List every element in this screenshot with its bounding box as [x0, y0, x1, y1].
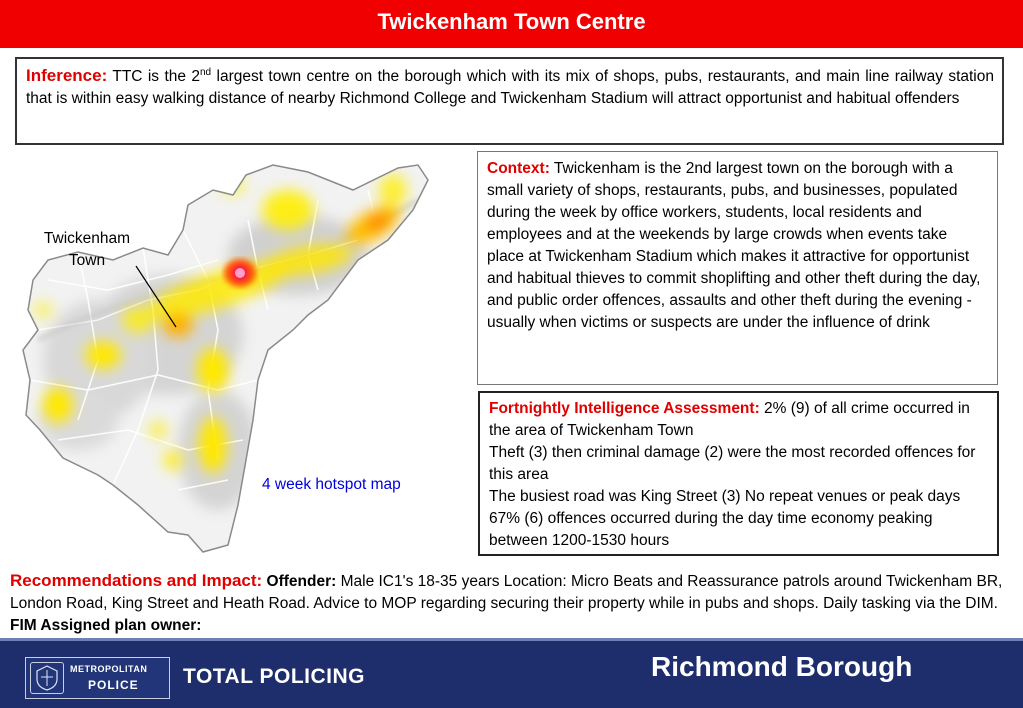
fia-line3: The busiest road was King Street (3) No repeat venues or peak days 67% (6) offences occurred during the day time economy peaking between 1200-1530 hours [489, 488, 961, 549]
logo-text-line1: METROPOLITAN [70, 664, 148, 674]
map-location-label-line2: Town [68, 252, 106, 269]
hotspot-map-image [18, 160, 473, 555]
inference-label: Inference: [26, 66, 108, 85]
map-location-label-line1: Twickenham [43, 230, 131, 247]
borough-name: Richmond Borough [651, 651, 913, 682]
hotspot-map [18, 160, 473, 555]
recommendations-text: Male IC1's 18-35 years Location: Micro Beats and Reassurance patrols around Twickenham BR, London Road, King Street and Heath Road. Advice to MOP regarding securing their property while in pubs and shops. Daily tasking via the DIM. [10, 573, 1003, 612]
inference-superscript: nd [200, 66, 212, 78]
footer-stripe [0, 638, 1023, 641]
logo-text-line2: POLICE [88, 678, 139, 692]
fia-label: Fortnightly Intelligence Assessment: [489, 400, 760, 417]
recommendations-label: Recommendations and Impact: [10, 571, 263, 590]
map-caption: 4 week hotspot map [262, 476, 401, 493]
inference-text-after: largest town centre on the borough which with its mix of shops, pubs, restaurants, and main line railway station that is within easy walking distance of nearby Richmond College and Twickenham Stadium will attract opportunist and habitual offenders [26, 68, 994, 107]
met-police-logo [25, 657, 170, 699]
crest-icon [30, 662, 64, 694]
context-text: Twickenham is the 2nd largest town on the borough with a small variety of shops, restaurants, pubs, and businesses, populated during the week by office workers, students, local residents and employees and at the weekends by large crowds when events take place at Twickenham Stadium which makes it attractive for opportunist and habitual thieves to commit shoplifting and other theft during the day, and public order offences, assaults and other theft during the evening - usually when victims or suspects are under the influence of drink [487, 160, 981, 331]
inference-box [15, 57, 1004, 145]
page-title: Twickenham Town Centre [0, 0, 1023, 48]
map-location-label [28, 228, 146, 272]
fia-line2: Theft (3) then criminal damage (2) were the most recorded offences for this area [489, 444, 976, 483]
fia-line1: 2% (9) of all crime occurred in the area of Twickenham Town [489, 400, 970, 439]
context-box [477, 151, 998, 385]
fia-line1-row [489, 398, 989, 442]
offender-label: Offender: [266, 573, 337, 590]
slogan-text: TOTAL POLICING [183, 665, 366, 688]
context-label: Context: [487, 160, 550, 177]
plan-owner-label: FIM Assigned plan owner: [10, 617, 202, 634]
inference-text-before: TTC is the 2 [112, 68, 200, 85]
fia-box [478, 391, 999, 556]
recommendations-box [10, 570, 1018, 637]
